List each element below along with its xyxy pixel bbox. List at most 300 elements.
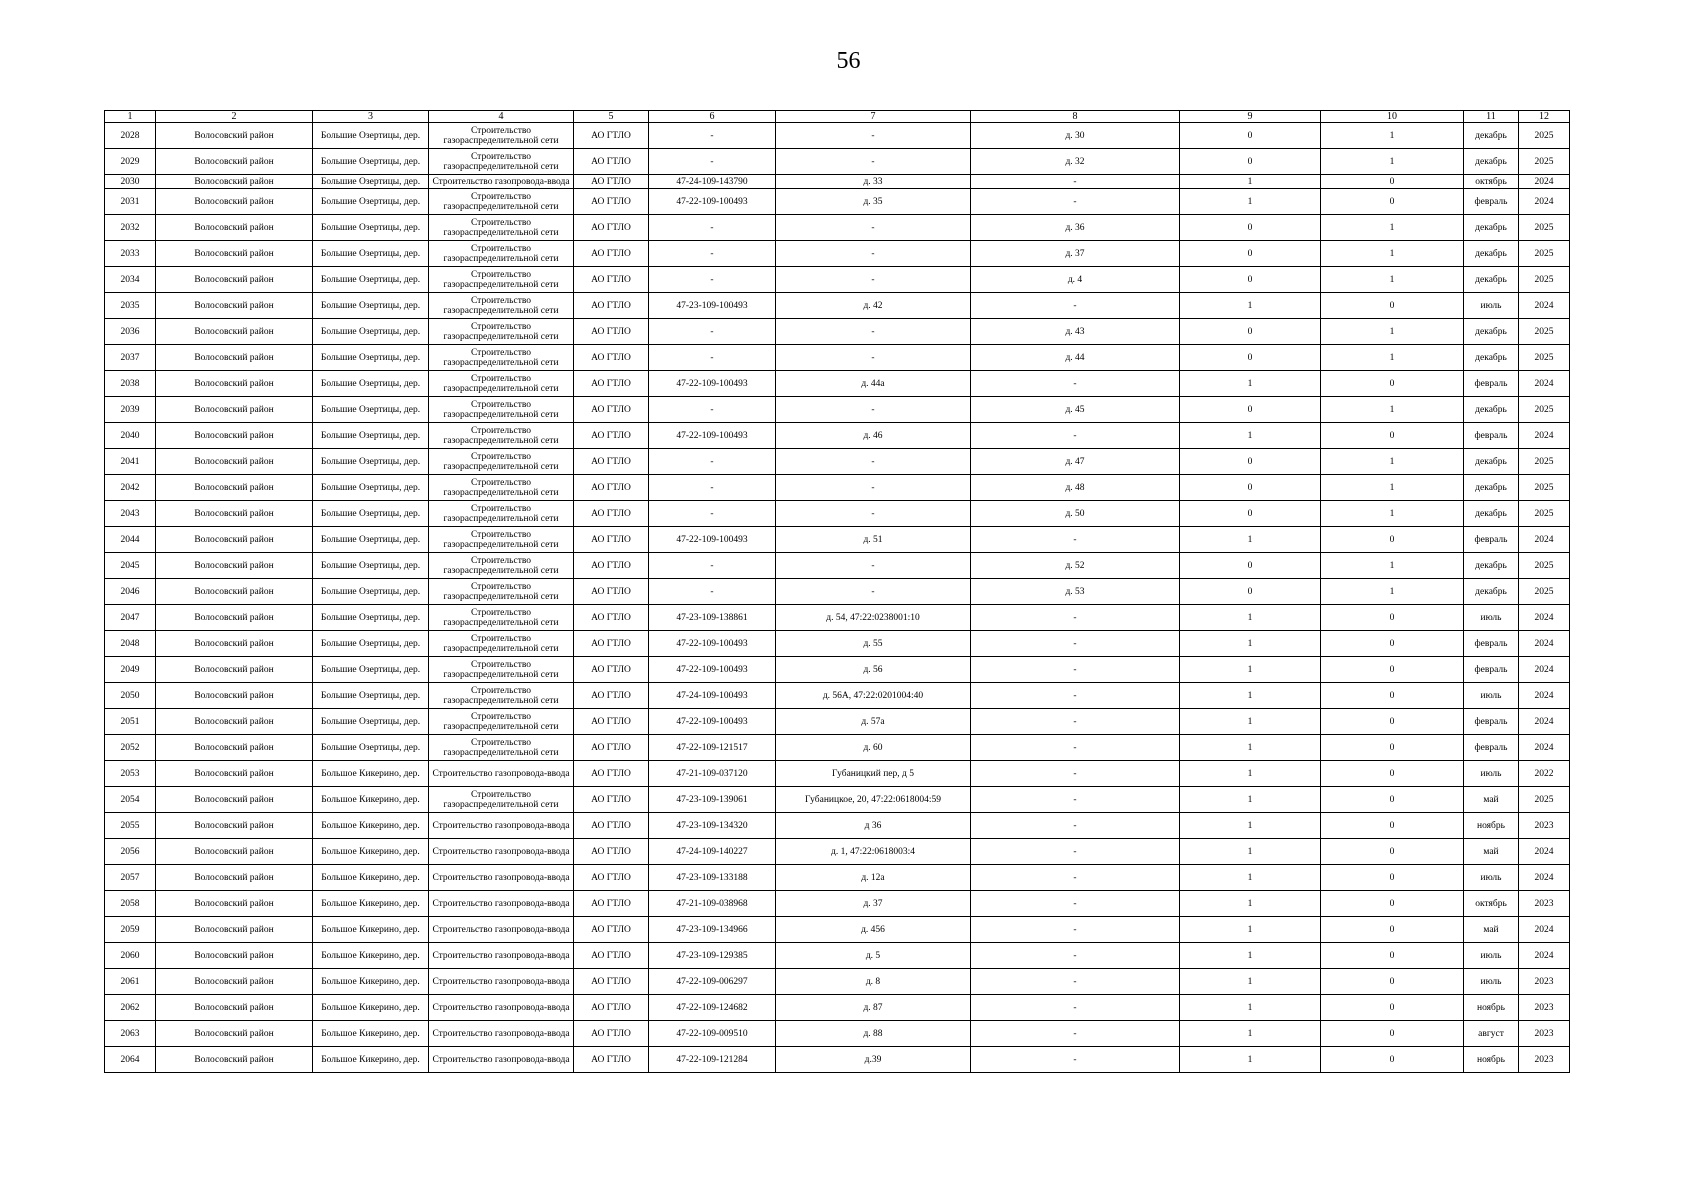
permit-number-cell: - (649, 319, 776, 345)
month-cell: декабрь (1464, 241, 1519, 267)
district-cell: Волосовский район (156, 943, 313, 969)
planned-address-cell: д. 50 (971, 501, 1180, 527)
table-row (105, 631, 1570, 657)
planned-count-cell: 0 (1321, 709, 1464, 735)
organization-cell: АО ГТЛО (574, 683, 649, 709)
planned-address-cell: д. 53 (971, 579, 1180, 605)
column-header: 7 (776, 111, 971, 123)
address-cell: д. 42 (776, 293, 971, 319)
district-cell: Волосовский район (156, 149, 313, 175)
district-cell: Волосовский район (156, 1021, 313, 1047)
permit-number-cell: - (649, 501, 776, 527)
planned-address-cell: - (971, 891, 1180, 917)
row-number-cell: 2039 (105, 397, 156, 423)
organization-cell: АО ГТЛО (574, 657, 649, 683)
table-row (105, 865, 1570, 891)
planned-count-cell: 1 (1321, 501, 1464, 527)
planned-count-cell: 0 (1321, 813, 1464, 839)
address-cell: д. 56 (776, 657, 971, 683)
column-header: 9 (1180, 111, 1321, 123)
month-cell: июль (1464, 683, 1519, 709)
address-cell: д. 456 (776, 917, 971, 943)
planned-address-cell: - (971, 839, 1180, 865)
existing-count-cell: 0 (1180, 241, 1321, 267)
permit-number-cell: - (649, 449, 776, 475)
row-number-cell: 2052 (105, 735, 156, 761)
table-row (105, 761, 1570, 787)
permit-number-cell: 47-22-109-121517 (649, 735, 776, 761)
planned-count-cell: 0 (1321, 293, 1464, 319)
district-cell: Волосовский район (156, 345, 313, 371)
settlement-cell: Большие Озертицы, дер. (313, 319, 429, 345)
planned-address-cell: - (971, 1021, 1180, 1047)
month-cell: декабрь (1464, 449, 1519, 475)
month-cell: июль (1464, 293, 1519, 319)
year-cell: 2023 (1519, 969, 1570, 995)
address-cell: д. 60 (776, 735, 971, 761)
planned-count-cell: 0 (1321, 371, 1464, 397)
row-number-cell: 2056 (105, 839, 156, 865)
planned-count-cell: 0 (1321, 1021, 1464, 1047)
work-type-cell: Строительство газораспределительной сети (429, 527, 574, 553)
table-row (105, 969, 1570, 995)
work-type-cell: Строительство газопровода-ввода (429, 1021, 574, 1047)
work-type-cell: Строительство газораспределительной сети (429, 657, 574, 683)
existing-count-cell: 0 (1180, 397, 1321, 423)
row-number-cell: 2031 (105, 189, 156, 215)
planned-address-cell: - (971, 995, 1180, 1021)
row-number-cell: 2054 (105, 787, 156, 813)
permit-number-cell: 47-22-109-006297 (649, 969, 776, 995)
existing-count-cell: 1 (1180, 657, 1321, 683)
work-type-cell: Строительство газораспределительной сети (429, 123, 574, 149)
planned-count-cell: 1 (1321, 241, 1464, 267)
table-row (105, 293, 1570, 319)
month-cell: февраль (1464, 657, 1519, 683)
table-row (105, 735, 1570, 761)
district-cell: Волосовский район (156, 397, 313, 423)
existing-count-cell: 0 (1180, 319, 1321, 345)
work-type-cell: Строительство газораспределительной сети (429, 397, 574, 423)
year-cell: 2024 (1519, 709, 1570, 735)
row-number-cell: 2040 (105, 423, 156, 449)
year-cell: 2025 (1519, 319, 1570, 345)
work-type-cell: Строительство газопровода-ввода (429, 865, 574, 891)
existing-count-cell: 1 (1180, 735, 1321, 761)
year-cell: 2024 (1519, 175, 1570, 189)
district-cell: Волосовский район (156, 293, 313, 319)
planned-address-cell: д. 48 (971, 475, 1180, 501)
address-cell: д. 88 (776, 1021, 971, 1047)
row-number-cell: 2060 (105, 943, 156, 969)
row-number-cell: 2028 (105, 123, 156, 149)
planned-count-cell: 1 (1321, 553, 1464, 579)
row-number-cell: 2046 (105, 579, 156, 605)
planned-count-cell: 1 (1321, 215, 1464, 241)
work-type-cell: Строительство газопровода-ввода (429, 917, 574, 943)
district-cell: Волосовский район (156, 761, 313, 787)
existing-count-cell: 1 (1180, 371, 1321, 397)
table-row (105, 813, 1570, 839)
organization-cell: АО ГТЛО (574, 1047, 649, 1073)
row-number-cell: 2043 (105, 501, 156, 527)
address-cell: д. 57а (776, 709, 971, 735)
work-type-cell: Строительство газораспределительной сети (429, 605, 574, 631)
existing-count-cell: 1 (1180, 943, 1321, 969)
settlement-cell: Большие Озертицы, дер. (313, 579, 429, 605)
address-cell: - (776, 149, 971, 175)
month-cell: февраль (1464, 371, 1519, 397)
planned-count-cell: 1 (1321, 319, 1464, 345)
district-cell: Волосовский район (156, 605, 313, 631)
address-cell: д. 8 (776, 969, 971, 995)
settlement-cell: Большие Озертицы, дер. (313, 423, 429, 449)
work-type-cell: Строительство газораспределительной сети (429, 423, 574, 449)
planned-address-cell: - (971, 175, 1180, 189)
planned-count-cell: 1 (1321, 345, 1464, 371)
row-number-cell: 2034 (105, 267, 156, 293)
table-row (105, 683, 1570, 709)
year-cell: 2022 (1519, 761, 1570, 787)
row-number-cell: 2037 (105, 345, 156, 371)
year-cell: 2024 (1519, 371, 1570, 397)
address-cell: - (776, 267, 971, 293)
row-number-cell: 2058 (105, 891, 156, 917)
planned-count-cell: 0 (1321, 605, 1464, 631)
district-cell: Волосовский район (156, 787, 313, 813)
year-cell: 2023 (1519, 1021, 1570, 1047)
settlement-cell: Большие Озертицы, дер. (313, 189, 429, 215)
settlement-cell: Большое Кикерино, дер. (313, 891, 429, 917)
month-cell: май (1464, 839, 1519, 865)
organization-cell: АО ГТЛО (574, 423, 649, 449)
planned-address-cell: - (971, 605, 1180, 631)
planned-address-cell: - (971, 423, 1180, 449)
year-cell: 2024 (1519, 943, 1570, 969)
month-cell: октябрь (1464, 175, 1519, 189)
settlement-cell: Большие Озертицы, дер. (313, 397, 429, 423)
work-type-cell: Строительство газопровода-ввода (429, 943, 574, 969)
permit-number-cell: 47-24-109-140227 (649, 839, 776, 865)
row-number-cell: 2035 (105, 293, 156, 319)
row-number-cell: 2063 (105, 1021, 156, 1047)
table-row (105, 995, 1570, 1021)
year-cell: 2025 (1519, 787, 1570, 813)
month-cell: ноябрь (1464, 813, 1519, 839)
existing-count-cell: 1 (1180, 189, 1321, 215)
permit-number-cell: - (649, 397, 776, 423)
table-row (105, 123, 1570, 149)
work-type-cell: Строительство газораспределительной сети (429, 449, 574, 475)
existing-count-cell: 0 (1180, 215, 1321, 241)
district-cell: Волосовский район (156, 527, 313, 553)
table-row (105, 943, 1570, 969)
settlement-cell: Большие Озертицы, дер. (313, 553, 429, 579)
table-row (105, 605, 1570, 631)
planned-count-cell: 0 (1321, 891, 1464, 917)
existing-count-cell: 1 (1180, 839, 1321, 865)
planned-count-cell: 0 (1321, 735, 1464, 761)
organization-cell: АО ГТЛО (574, 605, 649, 631)
organization-cell: АО ГТЛО (574, 787, 649, 813)
planned-address-cell: - (971, 917, 1180, 943)
address-cell: д. 87 (776, 995, 971, 1021)
district-cell: Волосовский район (156, 683, 313, 709)
organization-cell: АО ГТЛО (574, 865, 649, 891)
settlement-cell: Большое Кикерино, дер. (313, 969, 429, 995)
table-row (105, 579, 1570, 605)
existing-count-cell: 1 (1180, 917, 1321, 943)
month-cell: декабрь (1464, 319, 1519, 345)
organization-cell: АО ГТЛО (574, 371, 649, 397)
table-row (105, 839, 1570, 865)
district-cell: Волосовский район (156, 735, 313, 761)
address-cell: - (776, 553, 971, 579)
district-cell: Волосовский район (156, 839, 313, 865)
year-cell: 2025 (1519, 149, 1570, 175)
table-row (105, 175, 1570, 189)
year-cell: 2025 (1519, 553, 1570, 579)
work-type-cell: Строительство газопровода-ввода (429, 891, 574, 917)
permit-number-cell: 47-23-109-129385 (649, 943, 776, 969)
month-cell: декабрь (1464, 267, 1519, 293)
planned-count-cell: 0 (1321, 969, 1464, 995)
row-number-cell: 2051 (105, 709, 156, 735)
organization-cell: АО ГТЛО (574, 1021, 649, 1047)
work-type-cell: Строительство газораспределительной сети (429, 631, 574, 657)
planned-count-cell: 1 (1321, 149, 1464, 175)
address-cell: д. 37 (776, 891, 971, 917)
organization-cell: АО ГТЛО (574, 553, 649, 579)
planned-count-cell: 0 (1321, 761, 1464, 787)
existing-count-cell: 1 (1180, 423, 1321, 449)
settlement-cell: Большие Озертицы, дер. (313, 475, 429, 501)
row-number-cell: 2064 (105, 1047, 156, 1073)
row-number-cell: 2049 (105, 657, 156, 683)
work-type-cell: Строительство газораспределительной сети (429, 787, 574, 813)
address-cell: д. 55 (776, 631, 971, 657)
work-type-cell: Строительство газопровода-ввода (429, 761, 574, 787)
planned-address-cell: - (971, 189, 1180, 215)
row-number-cell: 2033 (105, 241, 156, 267)
address-cell: д.39 (776, 1047, 971, 1073)
planned-address-cell: д. 52 (971, 553, 1180, 579)
year-cell: 2024 (1519, 839, 1570, 865)
column-number-header-row (105, 111, 1570, 123)
row-number-cell: 2061 (105, 969, 156, 995)
address-cell: Губаницкое, 20, 47:22:0618004:59 (776, 787, 971, 813)
organization-cell: АО ГТЛО (574, 709, 649, 735)
planned-address-cell: - (971, 657, 1180, 683)
settlement-cell: Большое Кикерино, дер. (313, 943, 429, 969)
planned-address-cell: д. 32 (971, 149, 1180, 175)
planned-address-cell: - (971, 813, 1180, 839)
month-cell: декабрь (1464, 397, 1519, 423)
month-cell: декабрь (1464, 215, 1519, 241)
address-cell: - (776, 397, 971, 423)
row-number-cell: 2050 (105, 683, 156, 709)
address-cell: д. 56А, 47:22:0201004:40 (776, 683, 971, 709)
year-cell: 2025 (1519, 579, 1570, 605)
table-row (105, 553, 1570, 579)
month-cell: июль (1464, 969, 1519, 995)
existing-count-cell: 0 (1180, 475, 1321, 501)
row-number-cell: 2055 (105, 813, 156, 839)
planned-count-cell: 1 (1321, 123, 1464, 149)
settlement-cell: Большие Озертицы, дер. (313, 709, 429, 735)
district-cell: Волосовский район (156, 241, 313, 267)
planned-address-cell: д. 30 (971, 123, 1180, 149)
work-type-cell: Строительство газопровода-ввода (429, 839, 574, 865)
planned-address-cell: - (971, 371, 1180, 397)
work-type-cell: Строительство газораспределительной сети (429, 345, 574, 371)
settlement-cell: Большие Озертицы, дер. (313, 449, 429, 475)
month-cell: февраль (1464, 631, 1519, 657)
organization-cell: АО ГТЛО (574, 839, 649, 865)
column-header: 6 (649, 111, 776, 123)
table-row (105, 657, 1570, 683)
planned-count-cell: 0 (1321, 995, 1464, 1021)
permit-number-cell: 47-23-109-100493 (649, 293, 776, 319)
planned-address-cell: д. 37 (971, 241, 1180, 267)
address-cell: - (776, 319, 971, 345)
month-cell: май (1464, 917, 1519, 943)
existing-count-cell: 1 (1180, 709, 1321, 735)
existing-count-cell: 1 (1180, 969, 1321, 995)
organization-cell: АО ГТЛО (574, 501, 649, 527)
planned-count-cell: 0 (1321, 839, 1464, 865)
existing-count-cell: 0 (1180, 149, 1321, 175)
existing-count-cell: 1 (1180, 175, 1321, 189)
work-type-cell: Строительство газопровода-ввода (429, 175, 574, 189)
organization-cell: АО ГТЛО (574, 189, 649, 215)
planned-count-cell: 1 (1321, 397, 1464, 423)
district-cell: Волосовский район (156, 189, 313, 215)
year-cell: 2025 (1519, 267, 1570, 293)
column-header: 1 (105, 111, 156, 123)
settlement-cell: Большие Озертицы, дер. (313, 149, 429, 175)
address-cell: - (776, 475, 971, 501)
table-body (105, 123, 1570, 1073)
row-number-cell: 2041 (105, 449, 156, 475)
settlement-cell: Большие Озертицы, дер. (313, 345, 429, 371)
year-cell: 2025 (1519, 397, 1570, 423)
planned-address-cell: - (971, 761, 1180, 787)
planned-count-cell: 0 (1321, 631, 1464, 657)
table-row (105, 345, 1570, 371)
organization-cell: АО ГТЛО (574, 631, 649, 657)
existing-count-cell: 1 (1180, 1047, 1321, 1073)
permit-number-cell: - (649, 123, 776, 149)
table-row (105, 527, 1570, 553)
planned-address-cell: - (971, 735, 1180, 761)
year-cell: 2025 (1519, 123, 1570, 149)
existing-count-cell: 1 (1180, 891, 1321, 917)
permit-number-cell: 47-22-109-100493 (649, 527, 776, 553)
organization-cell: АО ГТЛО (574, 267, 649, 293)
settlement-cell: Большие Озертицы, дер. (313, 267, 429, 293)
month-cell: декабрь (1464, 475, 1519, 501)
permit-number-cell: 47-23-109-139061 (649, 787, 776, 813)
permit-number-cell: - (649, 267, 776, 293)
month-cell: декабрь (1464, 123, 1519, 149)
settlement-cell: Большое Кикерино, дер. (313, 865, 429, 891)
year-cell: 2024 (1519, 657, 1570, 683)
row-number-cell: 2036 (105, 319, 156, 345)
work-type-cell: Строительство газораспределительной сети (429, 371, 574, 397)
organization-cell: АО ГТЛО (574, 215, 649, 241)
settlement-cell: Большие Озертицы, дер. (313, 371, 429, 397)
month-cell: июль (1464, 761, 1519, 787)
organization-cell: АО ГТЛО (574, 449, 649, 475)
column-header: 11 (1464, 111, 1519, 123)
table-row (105, 149, 1570, 175)
address-cell: д. 35 (776, 189, 971, 215)
month-cell: декабрь (1464, 149, 1519, 175)
district-cell: Волосовский район (156, 917, 313, 943)
row-number-cell: 2029 (105, 149, 156, 175)
year-cell: 2025 (1519, 215, 1570, 241)
settlement-cell: Большие Озертицы, дер. (313, 293, 429, 319)
existing-count-cell: 1 (1180, 1021, 1321, 1047)
permit-number-cell: 47-21-109-038968 (649, 891, 776, 917)
organization-cell: АО ГТЛО (574, 149, 649, 175)
settlement-cell: Большие Озертицы, дер. (313, 631, 429, 657)
table-row (105, 787, 1570, 813)
row-number-cell: 2057 (105, 865, 156, 891)
table-row (105, 189, 1570, 215)
month-cell: июль (1464, 605, 1519, 631)
permit-number-cell: 47-24-109-143790 (649, 175, 776, 189)
existing-count-cell: 0 (1180, 123, 1321, 149)
planned-count-cell: 0 (1321, 865, 1464, 891)
address-cell: д. 46 (776, 423, 971, 449)
month-cell: октябрь (1464, 891, 1519, 917)
row-number-cell: 2048 (105, 631, 156, 657)
work-type-cell: Строительство газораспределительной сети (429, 293, 574, 319)
existing-count-cell: 1 (1180, 683, 1321, 709)
settlement-cell: Большие Озертицы, дер. (313, 501, 429, 527)
work-type-cell: Строительство газораспределительной сети (429, 501, 574, 527)
organization-cell: АО ГТЛО (574, 735, 649, 761)
month-cell: июль (1464, 943, 1519, 969)
month-cell: декабрь (1464, 345, 1519, 371)
planned-count-cell: 1 (1321, 449, 1464, 475)
existing-count-cell: 1 (1180, 293, 1321, 319)
existing-count-cell: 1 (1180, 761, 1321, 787)
existing-count-cell: 0 (1180, 449, 1321, 475)
district-cell: Волосовский район (156, 709, 313, 735)
planned-count-cell: 1 (1321, 579, 1464, 605)
existing-count-cell: 0 (1180, 579, 1321, 605)
permit-number-cell: - (649, 579, 776, 605)
permit-number-cell: 47-22-109-100493 (649, 423, 776, 449)
table-row (105, 1021, 1570, 1047)
planned-address-cell: - (971, 631, 1180, 657)
address-cell: д. 54, 47:22:0238001:10 (776, 605, 971, 631)
row-number-cell: 2062 (105, 995, 156, 1021)
column-header: 4 (429, 111, 574, 123)
planned-count-cell: 1 (1321, 267, 1464, 293)
planned-address-cell: - (971, 943, 1180, 969)
month-cell: декабрь (1464, 501, 1519, 527)
settlement-cell: Большое Кикерино, дер. (313, 813, 429, 839)
work-type-cell: Строительство газораспределительной сети (429, 553, 574, 579)
planned-count-cell: 0 (1321, 1047, 1464, 1073)
district-cell: Волосовский район (156, 423, 313, 449)
district-cell: Волосовский район (156, 865, 313, 891)
work-type-cell: Строительство газораспределительной сети (429, 475, 574, 501)
